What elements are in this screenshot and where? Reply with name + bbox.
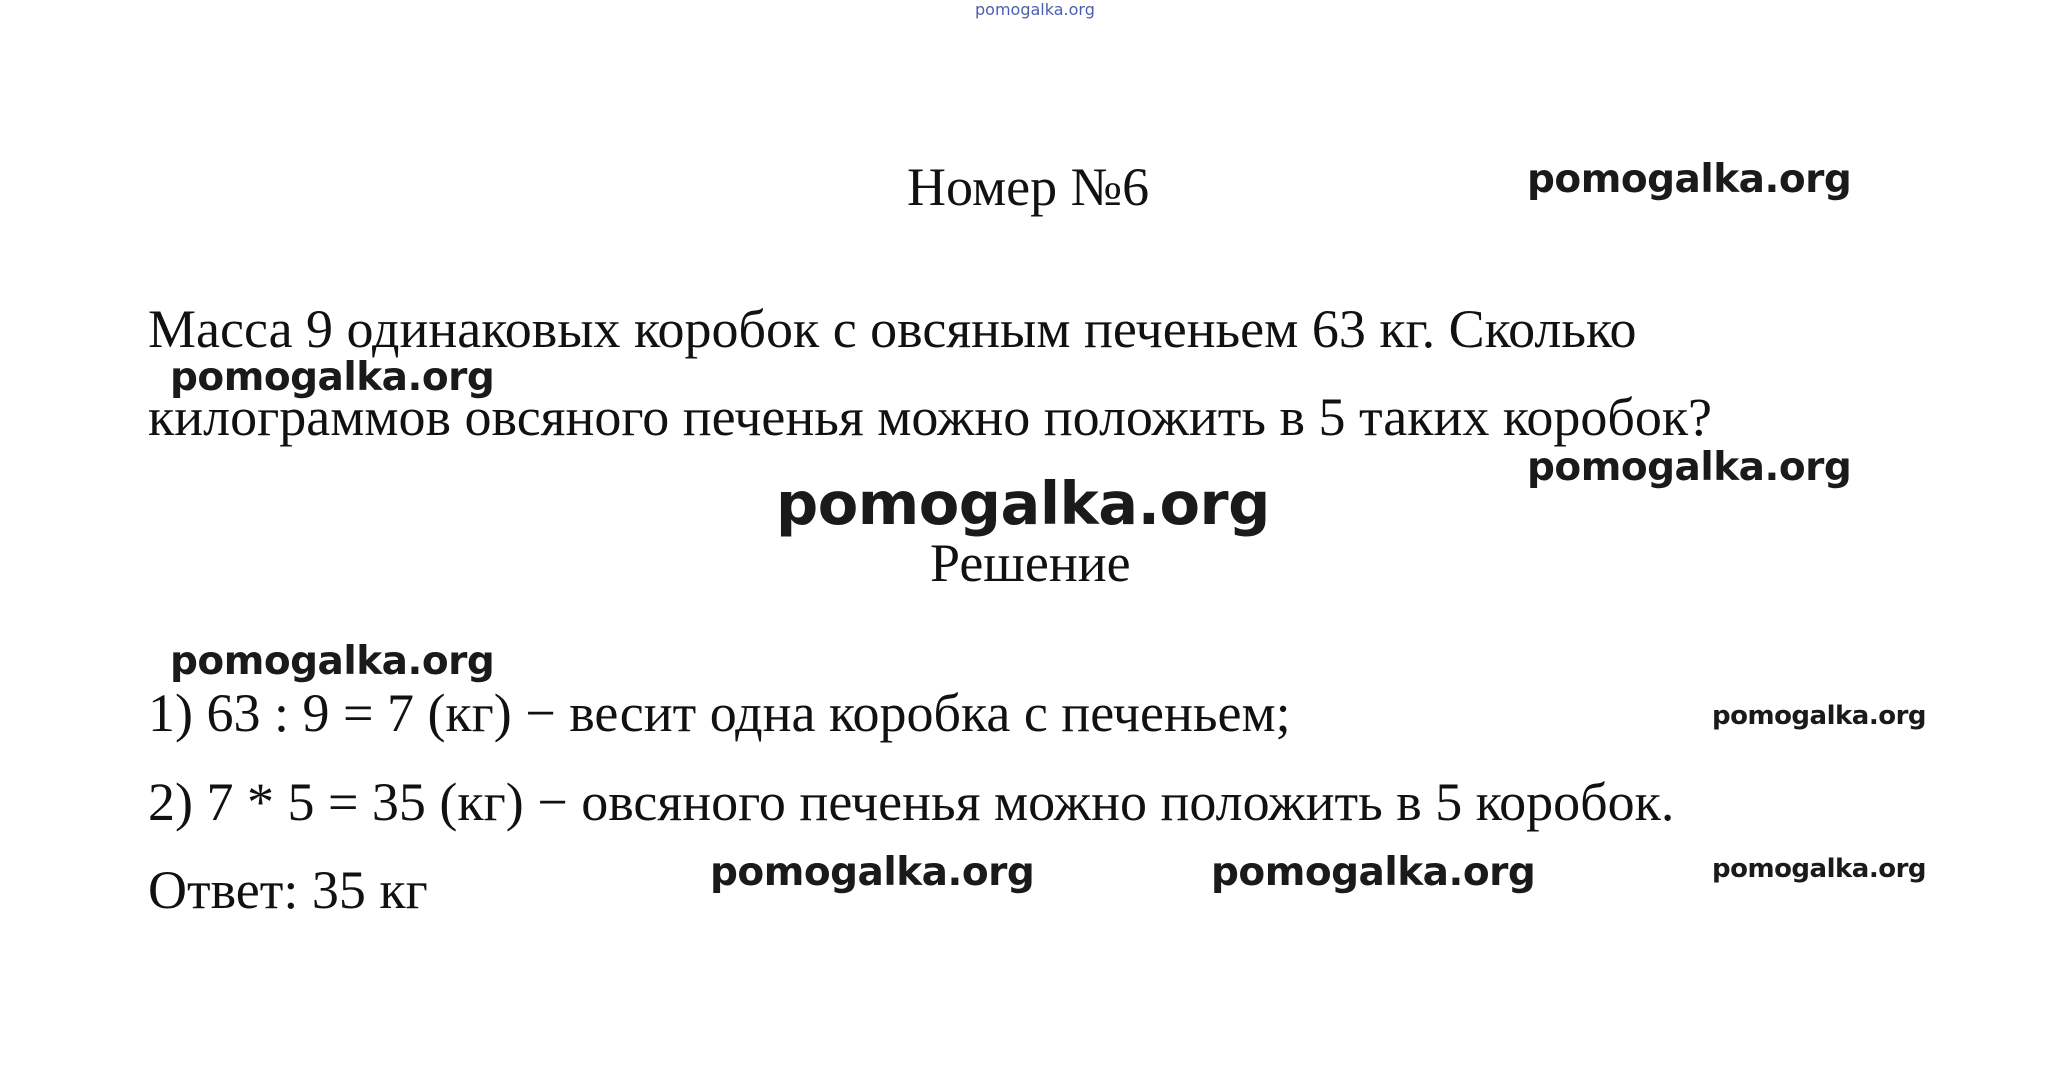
- solution-heading: Решение: [930, 533, 1131, 593]
- watermark-problem-left: pomogalka.org: [170, 355, 495, 400]
- answer-line: Ответ: 35 кг: [148, 860, 428, 920]
- watermark-answer-mid: pomogalka.org: [710, 850, 1035, 895]
- watermark-problem-right: pomogalka.org: [1527, 445, 1852, 490]
- watermark-step1-right: pomogalka.org: [1712, 701, 1927, 731]
- watermark-answer-mid-right: pomogalka.org: [1211, 850, 1536, 895]
- problem-line-2: килограммов овсяного печенья можно положить в 5 таких коробок?: [148, 387, 1713, 447]
- watermark-answer-far-right: pomogalka.org: [1712, 854, 1927, 884]
- solution-step-2: 2) 7 * 5 = 35 (кг) − овсяного печенья можно положить в 5 коробок.: [148, 772, 1675, 832]
- top-watermark[interactable]: pomogalka.org: [975, 0, 1095, 19]
- watermark-center-large: pomogalka.org: [776, 469, 1270, 538]
- watermark-title-right: pomogalka.org: [1527, 157, 1852, 202]
- watermark-solution-left: pomogalka.org: [170, 639, 495, 684]
- page-title: Номер №6: [907, 157, 1150, 217]
- problem-line-1: Масса 9 одинаковых коробок с овсяным печеньем 63 кг. Сколько: [148, 299, 1637, 359]
- solution-step-1: 1) 63 : 9 = 7 (кг) − весит одна коробка с печеньем;: [148, 683, 1291, 743]
